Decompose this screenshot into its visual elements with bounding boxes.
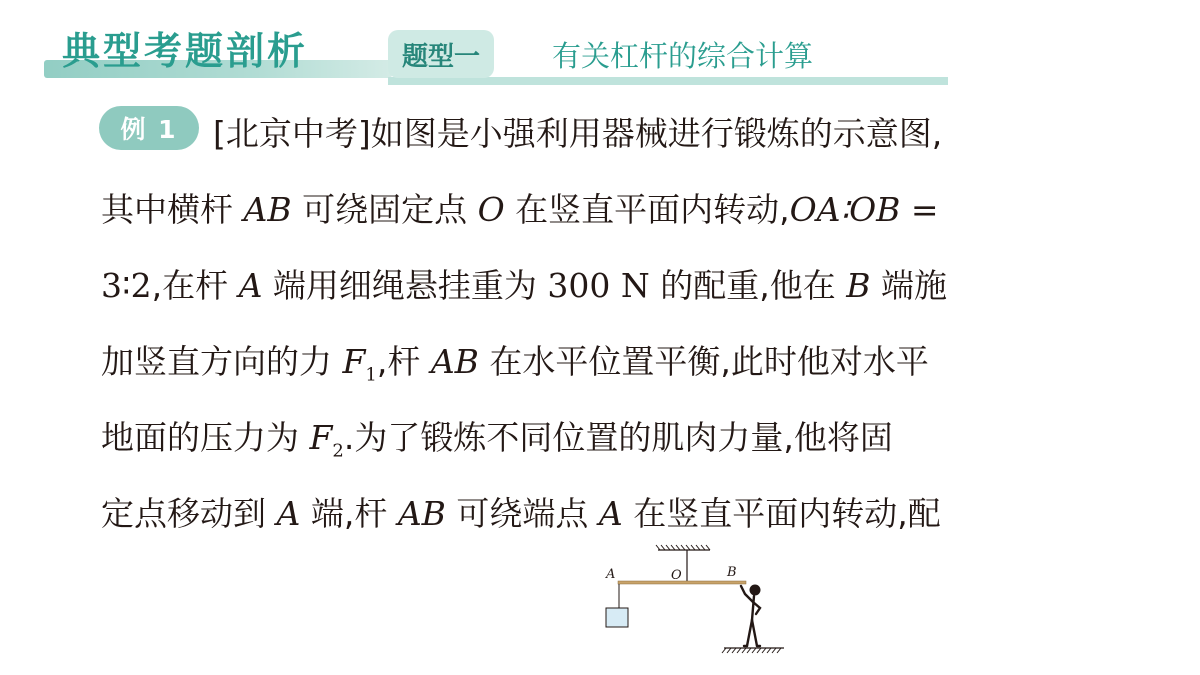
symbol-a: A	[276, 494, 301, 533]
ground	[722, 648, 784, 653]
symbol-ab: AB	[397, 494, 446, 533]
ceiling-support	[656, 545, 710, 550]
text-segment: 地面的压力为	[101, 418, 310, 457]
section-header	[0, 0, 1200, 92]
text-segment: .为了锻炼不同位置的肌肉力量,他将固	[343, 418, 893, 457]
text-segment: 可绕固定点	[291, 190, 478, 229]
symbol-f: F	[309, 418, 333, 457]
text-segment: 在竖直平面内转动,	[504, 190, 790, 229]
question-type-topic: 有关杠杆的综合计算	[552, 39, 814, 73]
text-segment: 定点移动到	[101, 494, 277, 533]
label-b: B	[727, 565, 737, 580]
ratio-expression: OA∶OB =	[789, 190, 939, 229]
ratio-value: 3∶2	[101, 266, 152, 305]
symbol-b: B	[846, 266, 871, 305]
header-bar	[388, 77, 948, 85]
text-segment: ,在杆	[151, 266, 239, 305]
lever-svg	[598, 542, 788, 662]
subscript: 1	[365, 364, 377, 386]
symbol-ab: AB	[430, 342, 479, 381]
problem-line-4	[101, 324, 1101, 400]
question-type-badge	[388, 30, 494, 78]
lever-rod	[618, 581, 746, 584]
text-segment: [北京中考]如图是小强利用器械进行锻炼的示意图,	[213, 114, 943, 153]
text-segment: 的配重,他在	[649, 266, 847, 305]
subscript: 2	[332, 440, 344, 462]
text-segment: 可绕端点	[445, 494, 599, 533]
problem-line-1	[101, 96, 1101, 172]
problem-line-3	[101, 248, 1101, 324]
lever-diagram	[598, 542, 788, 662]
problem-line-5	[101, 400, 1101, 476]
example-label: 例 1	[120, 115, 178, 144]
problem-text	[101, 96, 1101, 552]
label-o: O	[671, 568, 682, 583]
symbol-o: O	[477, 190, 505, 229]
symbol-a: A	[238, 266, 263, 305]
weight-value: 300 N	[547, 266, 650, 305]
text-segment: 端用细绳悬挂重为	[262, 266, 548, 305]
symbol-ab: AB	[243, 190, 292, 229]
text-segment: 端,杆	[300, 494, 398, 533]
counterweight	[606, 608, 628, 627]
question-type-label: 题型一	[402, 41, 481, 72]
person-figure	[741, 585, 761, 647]
symbol-f2	[309, 418, 344, 462]
text-segment: 在竖直平面内转动,配	[622, 494, 941, 533]
problem-line-2	[101, 172, 1101, 248]
text-segment: 其中横杆	[101, 190, 244, 229]
text-segment: 加竖直方向的力	[101, 342, 343, 381]
section-title: 典型考题剖析	[62, 28, 309, 73]
symbol-a: A	[598, 494, 623, 533]
problem-line-6	[101, 476, 1101, 552]
symbol-f1	[342, 342, 377, 386]
label-a: A	[606, 567, 616, 582]
text-segment: 端施	[870, 266, 948, 305]
text-segment: ,杆	[376, 342, 431, 381]
text-segment: 在水平位置平衡,此时他对水平	[478, 342, 929, 381]
symbol-f: F	[342, 342, 366, 381]
